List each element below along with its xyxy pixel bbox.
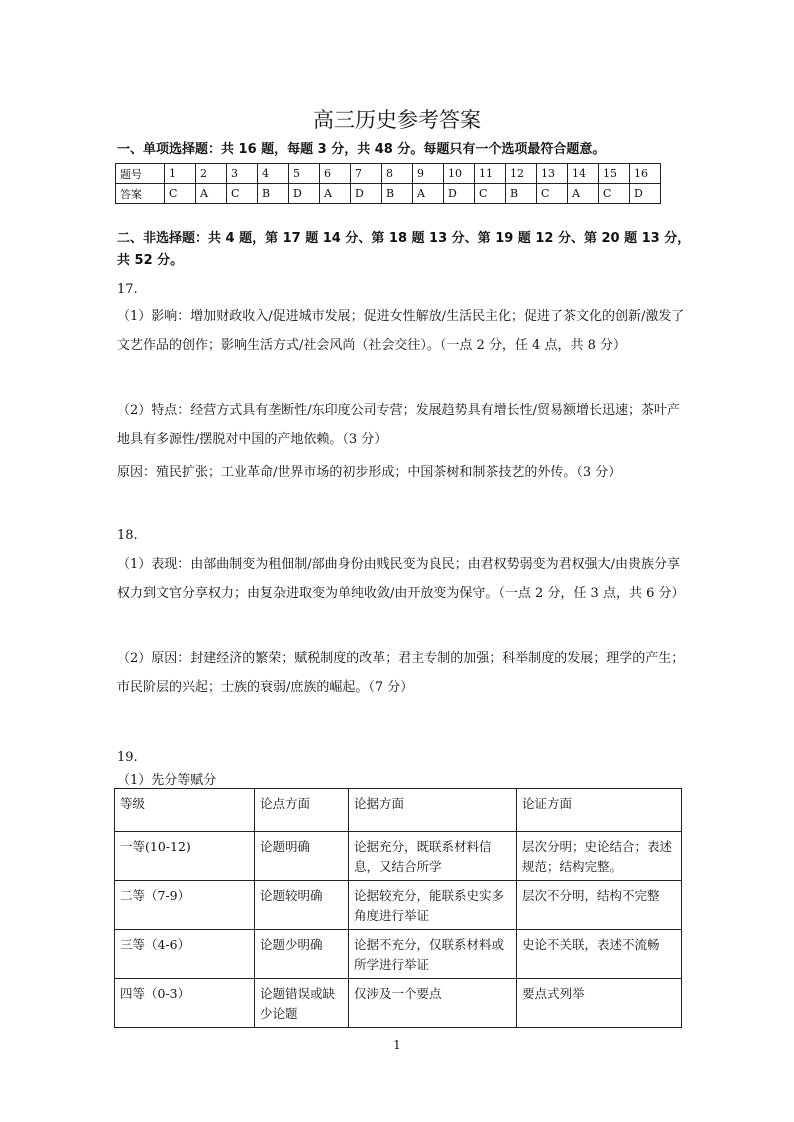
grade-level: 三等（4-6）	[115, 930, 255, 979]
answer-cell: D	[289, 184, 320, 204]
row-label: 答案	[116, 184, 165, 204]
question-number: 12	[506, 164, 537, 184]
answer-cell: B	[258, 184, 289, 204]
argument-criterion: 论题明确	[255, 832, 349, 881]
argument-criterion: 论题少明确	[255, 930, 349, 979]
answer-cell: D	[351, 184, 382, 204]
question-17-part1: （1）影响：增加财政收入/促进城市发展；促进女性解放/生活民主化；促进了茶文化的创新/激发了文艺作品的创作；影响生活方式/社会风尚（社会交往）。（一点 2 分，任 4 点，共 8 分）	[117, 309, 685, 353]
question-number: 5	[289, 164, 320, 184]
answer-table	[115, 163, 661, 204]
grading-row	[115, 832, 682, 881]
question-number-row	[116, 164, 661, 184]
question-number: 2	[196, 164, 227, 184]
page-title: 高三历史参考答案	[313, 108, 481, 132]
answer-cell: C	[227, 184, 258, 204]
question-number: 1	[165, 164, 196, 184]
answer-cell: C	[475, 184, 506, 204]
question-19-subtitle: （1）先分等赋分	[117, 773, 217, 788]
question-17-part2: （2）特点：经营方式具有垄断性/东印度公司专营；发展趋势具有增长性/贸易额增长迅速；茶叶产地具有多源性/摆脱对中国的产地依赖。（3 分）	[117, 403, 681, 447]
question-17-part3: 原因：殖民扩张；工业革命/世界市场的初步形成；中国茶树和制茶技艺的外传。（3 分）	[117, 465, 622, 480]
reasoning-criterion: 要点式列举	[517, 979, 682, 1028]
reasoning-criterion: 史论不关联，表述不流畅	[517, 930, 682, 979]
question-18-part2: （2）原因：封建经济的繁荣；赋税制度的改革；君主专制的加强；科举制度的发展；理学的产生；市民阶层的兴起；士族的衰弱/庶族的崛起。（7 分）	[117, 651, 685, 695]
header-evidence: 论据方面	[349, 789, 517, 832]
question-number: 9	[413, 164, 444, 184]
question-number: 10	[444, 164, 475, 184]
question-19-number: 19.	[117, 750, 138, 765]
row-label: 题号	[116, 164, 165, 184]
answer-cell: A	[320, 184, 351, 204]
question-number: 15	[599, 164, 630, 184]
page-number: 1	[393, 1038, 401, 1052]
grading-row	[115, 930, 682, 979]
answer-cell: D	[444, 184, 475, 204]
question-number: 3	[227, 164, 258, 184]
question-number: 8	[382, 164, 413, 184]
grading-table	[114, 788, 682, 1028]
evidence-criterion: 仅涉及一个要点	[349, 979, 517, 1028]
question-18-part1: （1）表现：由部曲制变为租佃制/部曲身份由贱民变为良民；由君权势弱变为君权强大/由贵族分享权力到文官分享权力；由复杂进取变为单纯收敛/由开放变为保守。（一点 2 分，任 3 点，共 6 分）	[117, 557, 685, 601]
grading-row	[115, 881, 682, 930]
grade-level: 一等(10-12)	[115, 832, 255, 881]
question-18-number: 18.	[117, 528, 138, 543]
answer-cell: D	[630, 184, 661, 204]
argument-criterion: 论题错误或缺少论题	[255, 979, 349, 1028]
answer-row	[116, 184, 661, 204]
grade-level: 四等（0-3）	[115, 979, 255, 1028]
header-argument: 论点方面	[255, 789, 349, 832]
evidence-criterion: 论据较充分，能联系史实多角度进行举证	[349, 881, 517, 930]
grading-header-row	[115, 789, 682, 832]
answer-cell: A	[568, 184, 599, 204]
question-17-number: 17.	[117, 282, 138, 297]
answer-cell: A	[196, 184, 227, 204]
argument-criterion: 论题较明确	[255, 881, 349, 930]
answer-cell: A	[413, 184, 444, 204]
answer-cell: B	[506, 184, 537, 204]
header-grade: 等级	[115, 789, 255, 832]
section2-heading-line2: 共 52 分。	[117, 253, 184, 268]
answer-cell: B	[382, 184, 413, 204]
question-number: 11	[475, 164, 506, 184]
question-number: 13	[537, 164, 568, 184]
reasoning-criterion: 层次不分明，结构不完整	[517, 881, 682, 930]
grade-level: 二等（7-9）	[115, 881, 255, 930]
evidence-criterion: 论据不充分，仅联系材料或所学进行举证	[349, 930, 517, 979]
reasoning-criterion: 层次分明；史论结合；表述规范；结构完整。	[517, 832, 682, 881]
answer-cell: C	[537, 184, 568, 204]
question-number: 16	[630, 164, 661, 184]
section1-heading: 一、单项选择题：共 16 题，每题 3 分，共 48 分。每题只有一个选项最符合题意。	[117, 142, 606, 157]
grading-row	[115, 979, 682, 1028]
question-number: 4	[258, 164, 289, 184]
section2-heading-line1: 二、非选择题：共 4 题，第 17 题 14 分、第 18 题 13 分、第 19 题 12 分、第 20 题 13 分，	[117, 231, 691, 246]
question-number: 6	[320, 164, 351, 184]
answer-cell: C	[165, 184, 196, 204]
question-number: 7	[351, 164, 382, 184]
evidence-criterion: 论据充分，既联系材料信息，又结合所学	[349, 832, 517, 881]
header-reasoning: 论证方面	[517, 789, 682, 832]
answer-cell: C	[599, 184, 630, 204]
question-number: 14	[568, 164, 599, 184]
